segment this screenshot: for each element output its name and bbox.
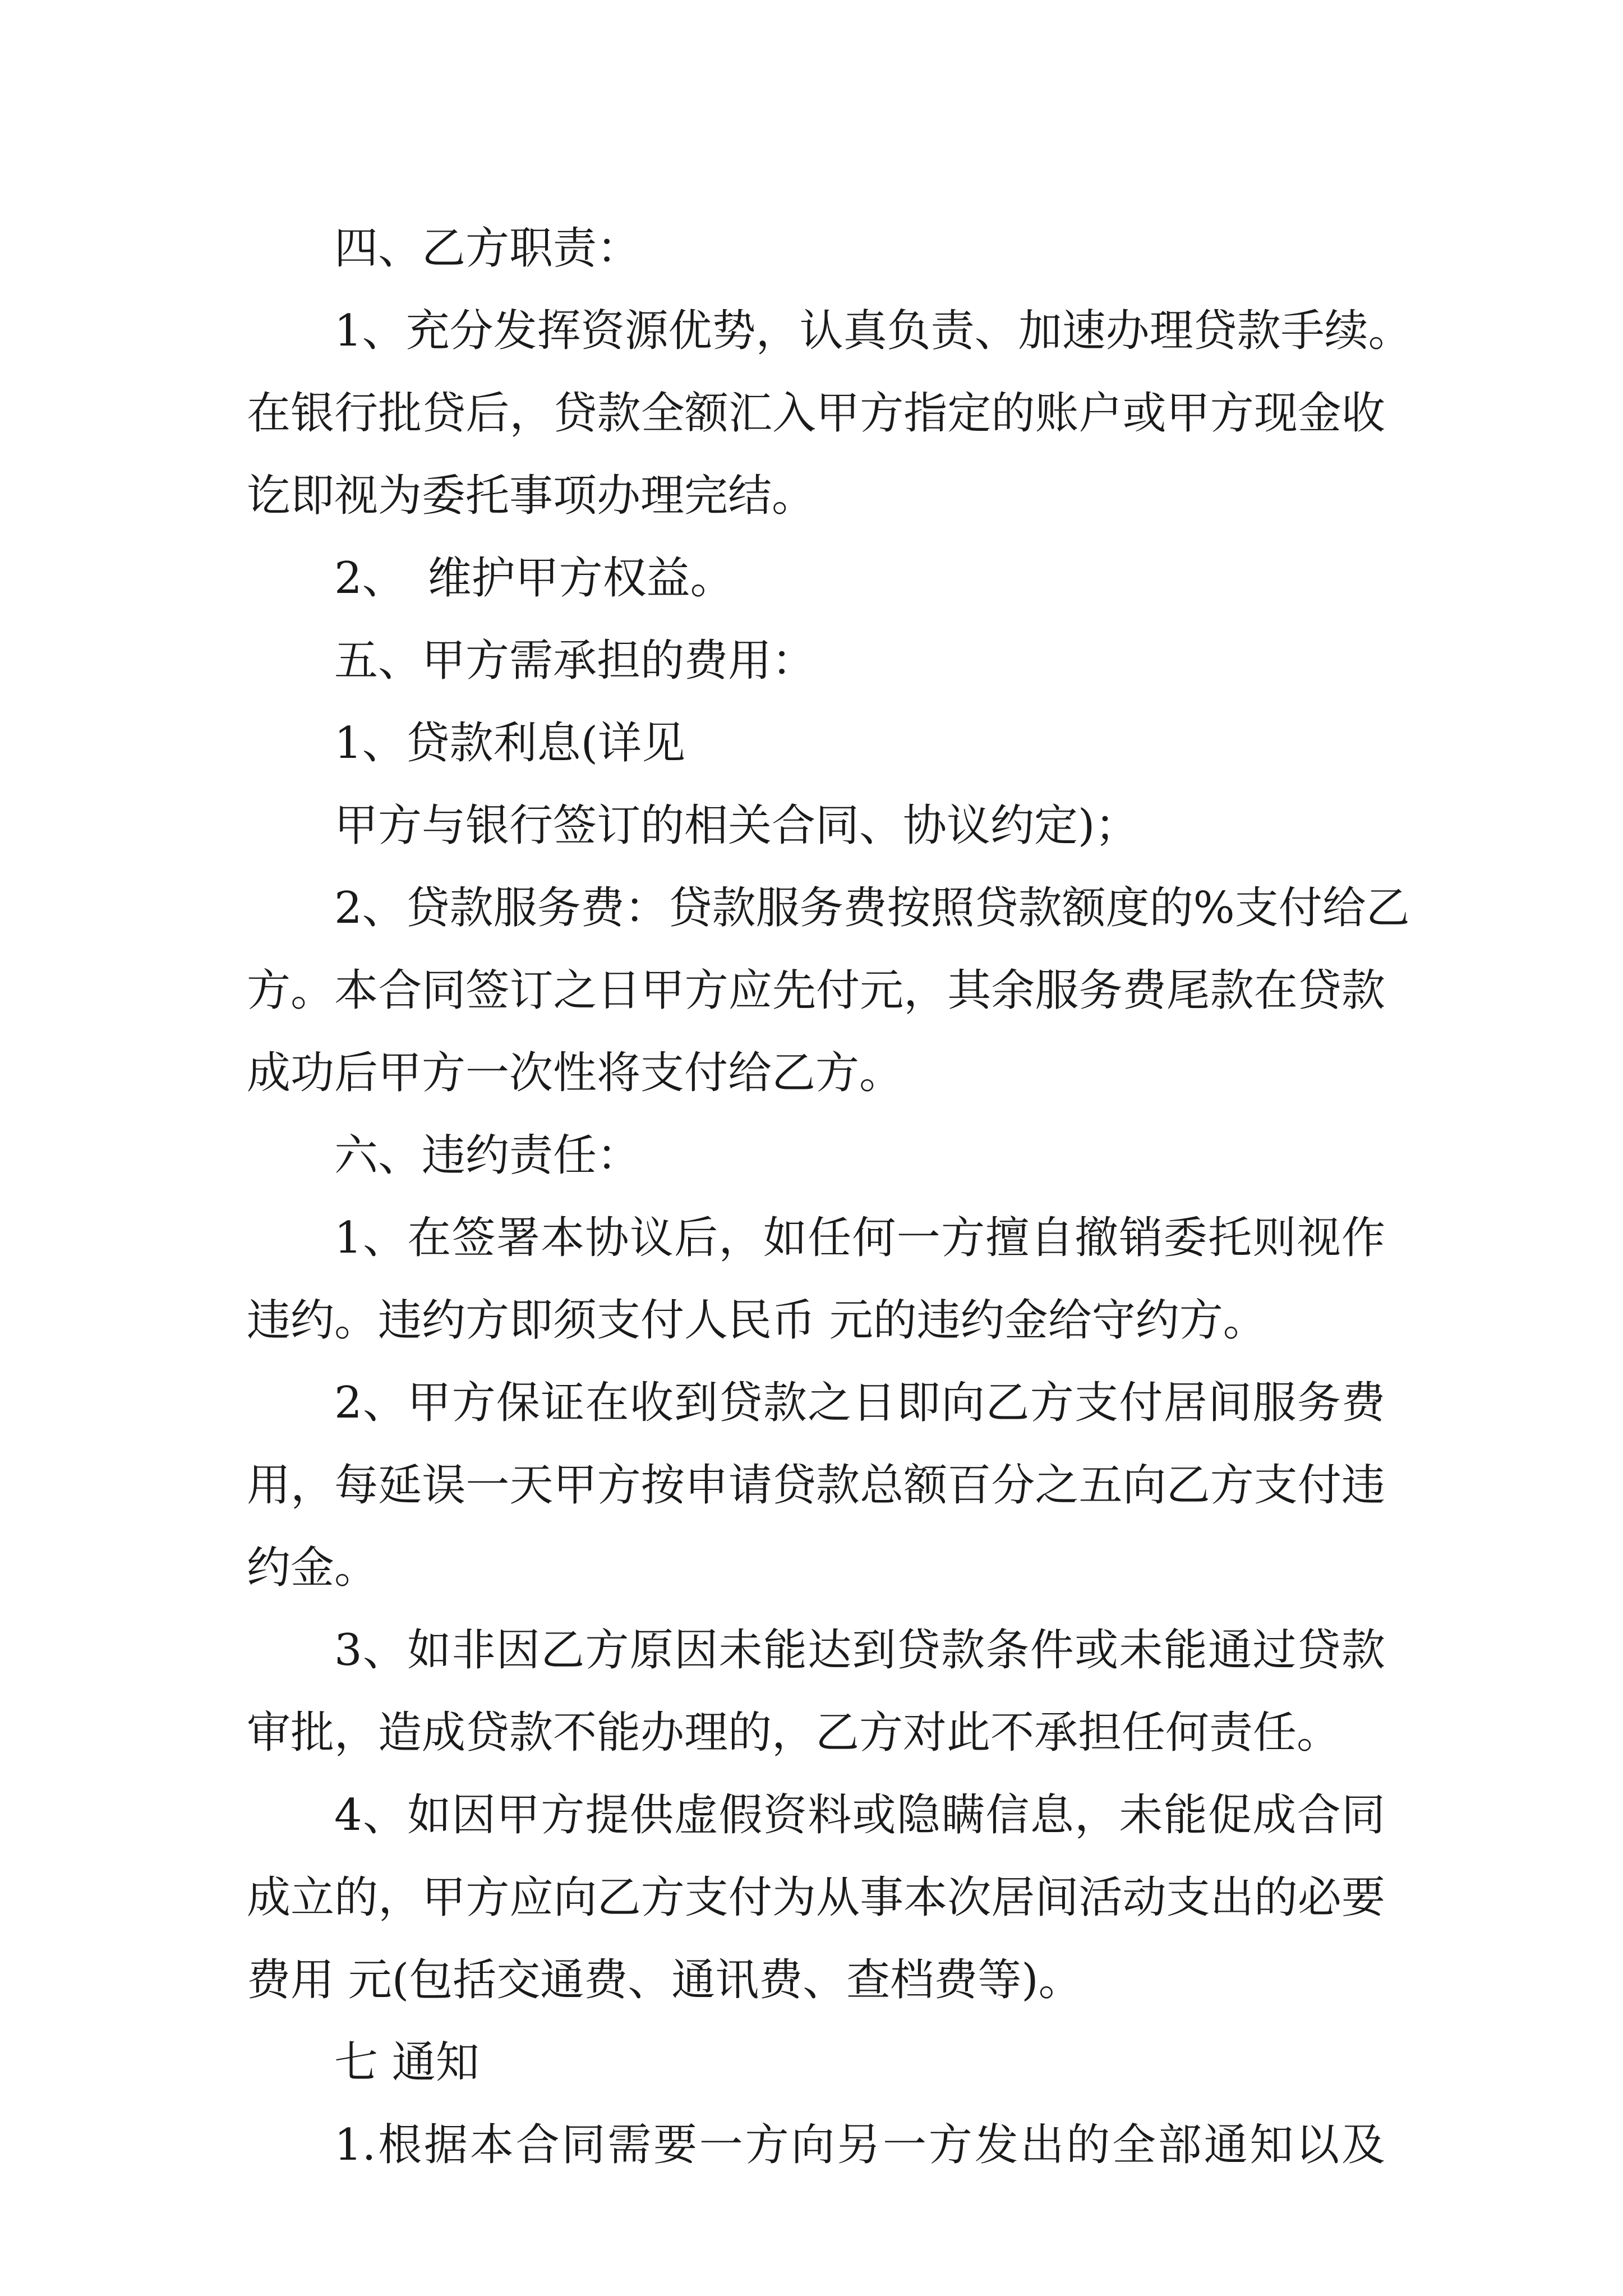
text-line: 2、甲方保证在收到贷款之日即向乙方支付居间服务费 [334,1378,1385,1428]
text-line: 用，每延误一天甲方按申请贷款总额百分之五向乙方支付违 [247,1460,1385,1511]
text-line: 七 通知 [334,2037,479,2088]
text-line: 费用 元(包括交通费、通讯费、查档费等)。 [247,1955,1082,2005]
text-line: 4、如因甲方提供虚假资料或隐瞒信息，未能促成合同 [334,1790,1385,1841]
text-line: 成立的，甲方应向乙方支付为从事本次居间活动支出的必要 [247,1872,1385,1923]
text-line: 讫即视为委托事项办理完结。 [247,471,816,521]
text-line: 六、违约责任： [334,1130,641,1181]
text-line: 2、贷款服务费：贷款服务费按照贷款额度的%支付给乙 [334,883,1410,933]
text-line: 审批，造成贷款不能办理的，乙方对此不承担任何责任。 [247,1708,1341,1758]
text-line: 2、 维护甲方权益。 [334,553,734,604]
text-line: 甲方与银行签订的相关合同、协议约定)； [334,800,1139,851]
text-line: 1、贷款利息(详见 [334,718,686,769]
text-line: 约金。 [247,1543,379,1593]
text-line: 在银行批贷后，贷款全额汇入甲方指定的账户或甲方现金收 [247,388,1385,439]
text-line: 1.根据本合同需要一方向另一方发出的全部通知以及 [334,2120,1385,2170]
document-body [247,208,1412,2187]
text-line: 1、在签署本协议后，如任何一方擅自撤销委托则视作 [334,1213,1385,1263]
text-line: 3、如非因乙方原因未能达到贷款条件或未能通过贷款 [334,1625,1385,1676]
text-line: 1、充分发挥资源优势，认真负责、加速办理贷款手续。 [334,306,1412,356]
text-line: 方。本合同签订之日甲方应先付元，其余服务费尾款在贷款 [247,965,1385,1016]
text-line: 成功后甲方一次性将支付给乙方。 [247,1048,903,1098]
text-line: 五、甲方需承担的费用： [334,636,816,686]
text-line: 四、乙方职责： [334,223,641,274]
text-line: 违约。违约方即须支付人民币 元的违约金给守约方。 [247,1295,1267,1346]
